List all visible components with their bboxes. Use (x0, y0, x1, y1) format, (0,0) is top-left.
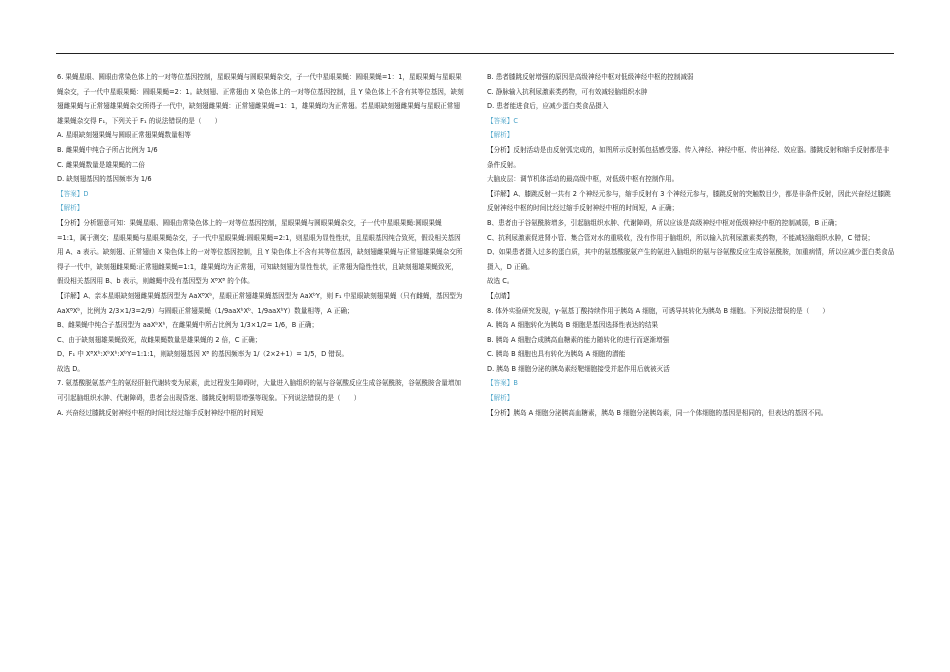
q8-option-c: C. 胰岛 B 细胞也具有转化为胰岛 A 细胞的潜能 (487, 350, 626, 359)
q6-answer: 【答案】D (57, 189, 89, 198)
q6-option-c: C. 雌果蝇数量是雄果蝇的二倍 (57, 160, 145, 169)
q6-option-b: B. 雌果蝇中纯合子所占比例为 1/6 (57, 145, 158, 154)
q7-detail-d: D、如果患者摄入过多的蛋白质，其中的氨基酸脱氨产生的氨进入脑组织的氨与谷氨酸反应生成谷氨酰胺，加重病情，所以应减少蛋白类食品摄入，D 正确。 (487, 248, 895, 271)
q8-answer: 【答案】B (487, 379, 518, 388)
q6-detail-d: D、F₁ 中 XᴮXᵇ:XᵇXᵇ:XᵇY=1:1:1，则缺刻翅基因 Xᴮ 的基因频率为 1/（2×2+1）= 1/5，D 错误。 (57, 350, 349, 359)
left-column (57, 70, 464, 420)
q8-analysis: 【分析】胰岛 A 细胞分泌胰高血糖素，胰岛 B 细胞分泌胰岛素，同一个体细胞的基因是相同的，但表达的基因不同。 (487, 408, 828, 417)
q7-option-d: D. 患者能进食后，应减少蛋白类食品摄入 (487, 102, 609, 111)
q6-option-d: D. 缺刻翅基因的基因频率为 1/6 (57, 175, 152, 184)
q7-detail-a: 【详解】A、膝跳反射一共有 2 个神经元参与，缩手反射有 3 个神经元参与，膝跳反射的突触数目少，都是非条件反射，因此兴奋经过膝跳反射神经中枢的时间比经过缩手反射神经中枢的时间短，A 正确； (487, 189, 891, 213)
q8-analysis-label: 【解析】 (487, 394, 514, 403)
q7-detail-b: B、患者由于谷氨酰胺增多，引起脑组织水肿、代谢障碍，所以应该是高级神经中枢对低级神经中枢的控制减弱，B 正确； (487, 218, 842, 227)
q6-conclusion: 故选 D。 (57, 364, 84, 373)
q7-analysis: 【分析】反射活动是由反射弧完成的，如图所示反射弧包括感受器、传入神经、神经中枢、传出神经、效应器。膝跳反射和缩手反射都是非条件反射。 (487, 145, 890, 169)
q8-option-d: D. 胰岛 B 细胞分泌的胰岛素经靶细胞接受并起作用后就被灭活 (487, 364, 670, 373)
q6-detail-c: C、由于缺刻翅雄果蝇致死，故雌果蝇数量是雄果蝇的 2 倍，C 正确； (57, 335, 262, 344)
q6-detail-b: B、雌果蝇中纯合子基因型为 aaXᵇXᵇ，在雌果蝇中所占比例为 1/3×1/2= 1/6，B 正确； (57, 321, 319, 330)
q7-option-b: B. 患者膝跳反射增强的原因是高级神经中枢对低级神经中枢的控制减弱 (487, 73, 694, 81)
q6-analysis-label: 【解析】 (57, 204, 84, 213)
q6-detail-a: 【详解】A、亲本星眼缺刻翅雌果蝇基因型为 AaXᴮXᵇ，星眼正常翅雄果蝇基因型为 AaXᵇY，则 F₁ 中星眼缺刻翅果蝇（只有雌蝇，基因型为 AaXᴮXᵇ，比例为 2/3×1/3=2/9）与圆眼正常翅果蝇（1/9aaXᵇXᵇ、1/9aaXᵇY）数量相等，A 正确； (57, 291, 463, 315)
q8-option-b: B. 胰岛 A 细胞合成胰高血糖素的能力随转化的进行而逐渐增强 (487, 335, 670, 344)
q7-option-a: A. 兴奋经过膝跳反射神经中枢的时间比经过缩手反射神经中枢的时间短 (57, 408, 264, 417)
right-column (487, 70, 895, 420)
q7-stem: 7. 氨基酸脱氨基产生的氨经肝脏代谢转变为尿素，此过程发生障碍时，大量进入脑组织的氨与谷氨酸反应生成谷氨酰胺，谷氨酰胺含量增加可引起脑组织水肿、代谢障碍，患者会出现昏迷、膝跳反射明显增强等现象。下列说法错误的是（ ） (57, 379, 462, 403)
q7-analysis-label: 【解析】 (487, 131, 514, 140)
q6-stem: 6. 果蝇星眼、圆眼由常染色体上的一对等位基因控制，星眼果蝇与圆眼果蝇杂交，子一代中星眼果蝇：圆眼果蝇=1：1，星眼果蝇与星眼果蝇杂交，子一代中星眼果蝇：圆眼果蝇=2：1。缺刻翅、正常翅由 X 染色体上的一对等位基因控制，且 Y 染色体上不含有其等位基因，缺刻翅雌果蝇与正常翅雄果蝇杂交所得子一代中，缺刻翅雌果蝇：正常翅雌果蝇=1：1，雄果蝇均为正常翅。若星眼缺刻翅雌果蝇与星眼正常翅雄果蝇杂交得 F₁，下列关于 F₁ 的说法错误的是（ ） (57, 73, 464, 125)
q8-stem: 8. 体外实验研究发现，γ-氨基丁酸持续作用于胰岛 A 细胞，可诱导其转化为胰岛 B 细胞。下列说法错误的是（ ） (487, 306, 829, 315)
q7-note-label: 【点睛】 (487, 291, 514, 300)
q6-analysis: 【分析】分析题意可知：果蝇星眼、圆眼由常染色体上的一对等位基因控制，星眼果蝇与圆眼果蝇杂交，子一代中星眼果蝇:圆眼果蝇=1:1，属于测交；星眼果蝇与星眼果蝇杂交，子一代中星眼果蝇:圆眼果蝇=2:1，则星眼为显性性状，且星眼基因纯合致死，假设相关基因用 A、a 表示。缺刻翅、正常翅由 X 染色体上的一对等位基因控制，且 Y 染色体上不含有其等位基因，缺刻翅雌果蝇与正常翅雄果蝇杂交所得子一代中，缺刻翅雌果蝇:正常翅雌果蝇=1:1，雄果蝇均为正常翅，可知缺刻翅为显性性状，正常翅为隐性性状，且缺刻翅雄果蝇致死，假设相关基因用 B、b 表示，则雌蝇中没有基因型为 XᴮXᴮ 的个体。 (57, 218, 463, 286)
q7-analysis-2: 大脑皮层：调节机体活动的最高级中枢，对低级中枢有控制作用。 (487, 175, 679, 184)
q7-answer: 【答案】C (487, 116, 518, 125)
q7-conclusion: 故选 C。 (487, 277, 514, 286)
q7-option-c: C. 静脉输入抗利尿激素类药物，可有效减轻脑组织水肿 (487, 87, 648, 96)
q6-option-a: A. 星眼缺刻翅果蝇与圆眼正常翅果蝇数量相等 (57, 131, 191, 140)
header-rule (56, 53, 894, 54)
q7-detail-c: C、抗利尿激素促进肾小管、集合管对水的重吸收，没有作用于脑组织，所以输入抗利尿激素类药物，不能减轻脑组织水肿，C 错误； (487, 233, 875, 242)
q8-option-a: A. 胰岛 A 细胞转化为胰岛 B 细胞是基因选择性表达的结果 (487, 321, 659, 330)
